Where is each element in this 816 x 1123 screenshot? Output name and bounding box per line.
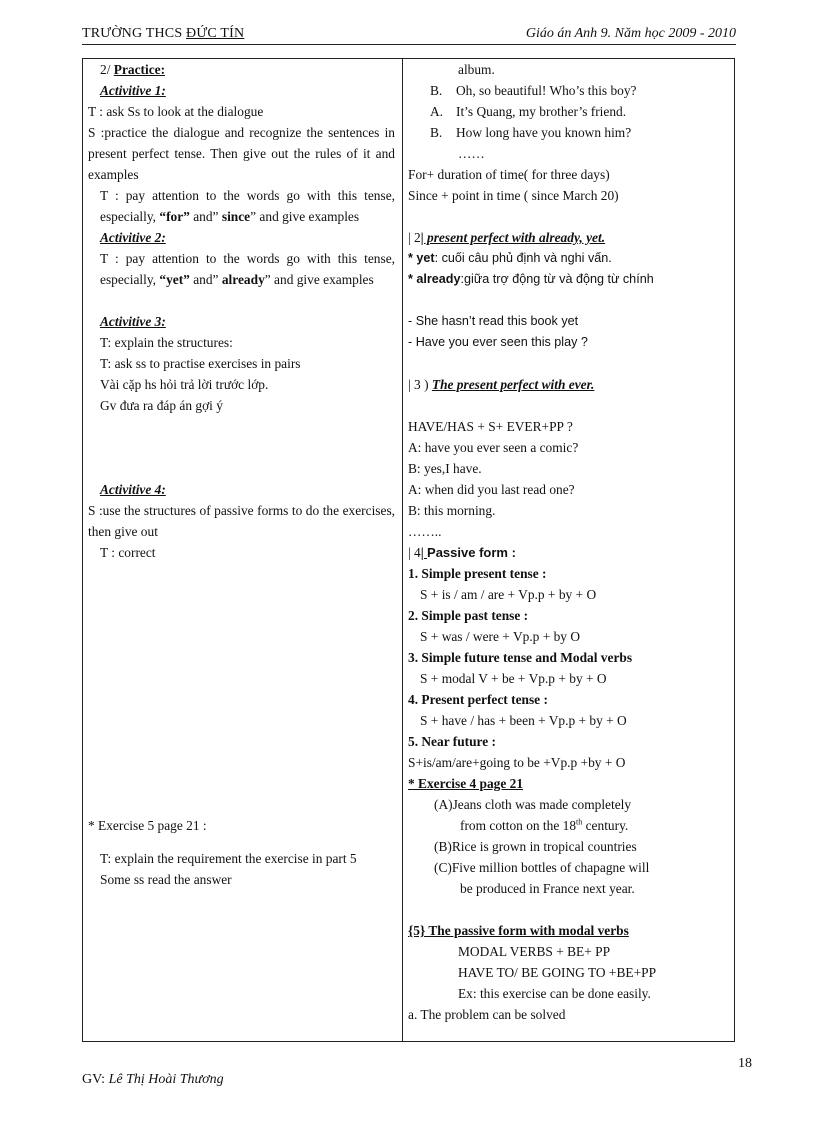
activity-3-title: Activitive 3: [100,314,166,329]
activity-3-line-3: Vài cặp hs hỏi trả lời trước lớp. [100,377,269,392]
dialogue-line-1: album. [458,62,495,77]
school-name-underlined: ĐỨC TÍN [186,26,245,41]
spacer [88,416,395,437]
spacer [408,395,716,416]
exercise-5-teacher: T: explain the requirement the exercise in part 5 [100,851,357,866]
activity-2-teacher-note [88,248,395,290]
section-5-formula-1: MODAL VERBS + BE+ PP [458,944,611,959]
practice-heading [88,59,395,80]
lesson-table [82,58,735,1042]
spacer [88,290,395,311]
spacer [408,899,716,920]
practice-title: Practice: [113,62,166,77]
spacer [88,458,395,479]
activity-1-teacher: T : ask Ss to look at the dialogue [88,104,264,119]
activity-3-line-4: Gv đưa ra đáp án gợi ý [100,398,223,413]
activity-3-line-1: T: explain the structures: [100,335,233,350]
content-column [408,59,716,1025]
activity-4-title: Activitive 4: [100,482,166,497]
teacher-name: Lê Thị Hoài Thương [108,1072,224,1087]
activity-2-title: Activitive 2: [100,230,166,245]
school-name [82,26,244,42]
dialogue-text: How long have you known him? [456,125,632,140]
since-rule: Since + point in time ( since March 20) [408,188,619,203]
dialogue-text: Oh, so beautiful! Who’s this boy? [456,83,637,98]
note-end: ” and give examples [250,209,360,224]
exercise-5-student: Some ss read the answer [100,872,232,887]
keyword-for: “for” [159,209,190,224]
exercise-5-label: * Exercise 5 page 21 : [88,818,207,833]
note-and: and” [189,272,219,287]
passive-5-formula: S+is/am/are+going to be +Vp.p +by + O [408,755,626,770]
section-5-item-a: a. The problem can be solved [408,1007,566,1022]
page-footer [82,1072,224,1088]
passive-4-title: 4. Present perfect tense : [408,692,548,707]
passive-2-title: 2. Simple past tense : [408,608,529,623]
yet-label: * yet [408,251,435,265]
section-4-heading [408,542,716,563]
ever-dialogue-b1: B: yes,I have. [408,461,482,476]
exercise-4-answer-a-line-1: (A)Jeans cloth was made completely [434,797,632,812]
exercise-4-title: * Exercise 4 page 21 [408,776,524,791]
yet-rule [408,248,716,269]
already-text: :giữa trợ động từ và động từ chính [460,272,654,286]
teacher-student-column [88,59,395,890]
column-divider [402,59,403,1041]
already-label: * already [408,272,461,286]
section-2-number: | 2 [408,230,421,245]
page-number: 18 [738,1056,752,1071]
keyword-since: since [218,209,251,224]
note-text: T : pay attention to the words go with this tense, especially, [100,188,395,224]
dialogue-line-3 [408,101,716,122]
activity-3-line-2: T: ask ss to practise exercises in pairs [100,356,301,371]
dialogue-line-2 [408,80,716,101]
speaker-label: B. [430,125,443,140]
passive-5-title: 5. Near future : [408,734,497,749]
spacer [408,206,716,227]
section-3-heading [408,374,716,395]
practice-number: 2/ [100,62,114,77]
example-yet: - She hasn’t read this book yet [408,314,579,328]
activity-1-teacher-note [88,185,395,227]
section-4-mark: | [420,545,428,560]
note-end: ” and give examples [264,272,374,287]
ever-dialogue-a2: A: when did you last read one? [408,482,575,497]
keyword-already: already [218,272,265,287]
activity-1-title: Activitive 1: [100,83,166,98]
section-2-heading [408,227,716,248]
section-4-title: Passive form : [427,545,516,560]
section-5-example: Ex: this exercise can be done easily. [458,986,651,1001]
passive-3-title: 3. Simple future tense and Modal verbs [408,650,633,665]
school-prefix: TRƯỜNG THCS [82,26,187,41]
exercise-4-answer-a-line-2 [408,815,716,836]
speaker-label: B. [430,83,443,98]
example-ever: - Have you ever seen this play ? [408,335,588,349]
exercise-4-answer-c-line-2: be produced in France next year. [460,881,635,896]
page-header [82,26,736,45]
passive-1-formula: S + is / am / are + Vp.p + by + O [420,587,597,602]
ever-ellipsis: …….. [408,524,442,539]
activity-4-student: S :use the structures of passive forms to do the exercises, then give out [88,503,395,539]
spacer [408,353,716,374]
exercise-4-answer-c-line-1: (C)Five million bottles of chapagne will [434,860,650,875]
answer-text-end: century. [582,818,629,833]
course-info: Giáo án Anh 9. Năm học 2009 - 2010 [525,26,736,41]
dialogue-line-4 [408,122,716,143]
exercise-4-answer-b: (B)Rice is grown in tropical countries [434,839,637,854]
section-3-title: The present perfect with ever. [431,377,595,392]
spacer [88,836,395,848]
activity-1-student: S :practice the dialogue and recognize the sentences in present perfect tense. Then give out the rules of it and examples [88,125,395,182]
spacer [88,437,395,458]
spacer [408,290,716,311]
dialogue-text: It’s Quang, my brother’s friend. [456,104,627,119]
note-and: and” [189,209,219,224]
section-2-title: | present perfect with already, yet. [420,230,606,245]
section-3-number: | 3 ) [408,377,429,392]
ever-dialogue-a1: A: have you ever seen a comic? [408,440,579,455]
passive-2-formula: S + was / were + Vp.p + by O [420,629,581,644]
spacer [88,563,395,815]
yet-text: : cuối câu phủ định và nghi vấn. [434,251,612,265]
passive-4-formula: S + have / has + been + Vp.p + by + O [420,713,627,728]
section-5-title: {5} The passive form with modal verbs [408,923,629,938]
section-4-number: | 4 [408,545,421,560]
passive-1-title: 1. Simple present tense : [408,566,547,581]
ever-formula: HAVE/HAS + S+ EVER+PP ? [408,419,573,434]
passive-3-formula: S + modal V + be + Vp.p + by + O [420,671,607,686]
note-text: T : pay attention to the words go with this tense, especially, [100,251,395,287]
speaker-label: A. [430,104,444,119]
keyword-yet: “yet” [159,272,190,287]
section-5-formula-2: HAVE TO/ BE GOING TO +BE+PP [458,965,657,980]
ever-dialogue-b2: B: this morning. [408,503,496,518]
already-rule [408,269,716,290]
for-rule: For+ duration of time( for three days) [408,167,610,182]
ordinal-suffix: th [576,817,583,827]
activity-4-teacher: T : correct [100,545,156,560]
dialogue-ellipsis: …… [458,146,485,161]
answer-text: from cotton on the 18 [460,818,577,833]
footer-label: GV: [82,1072,109,1087]
